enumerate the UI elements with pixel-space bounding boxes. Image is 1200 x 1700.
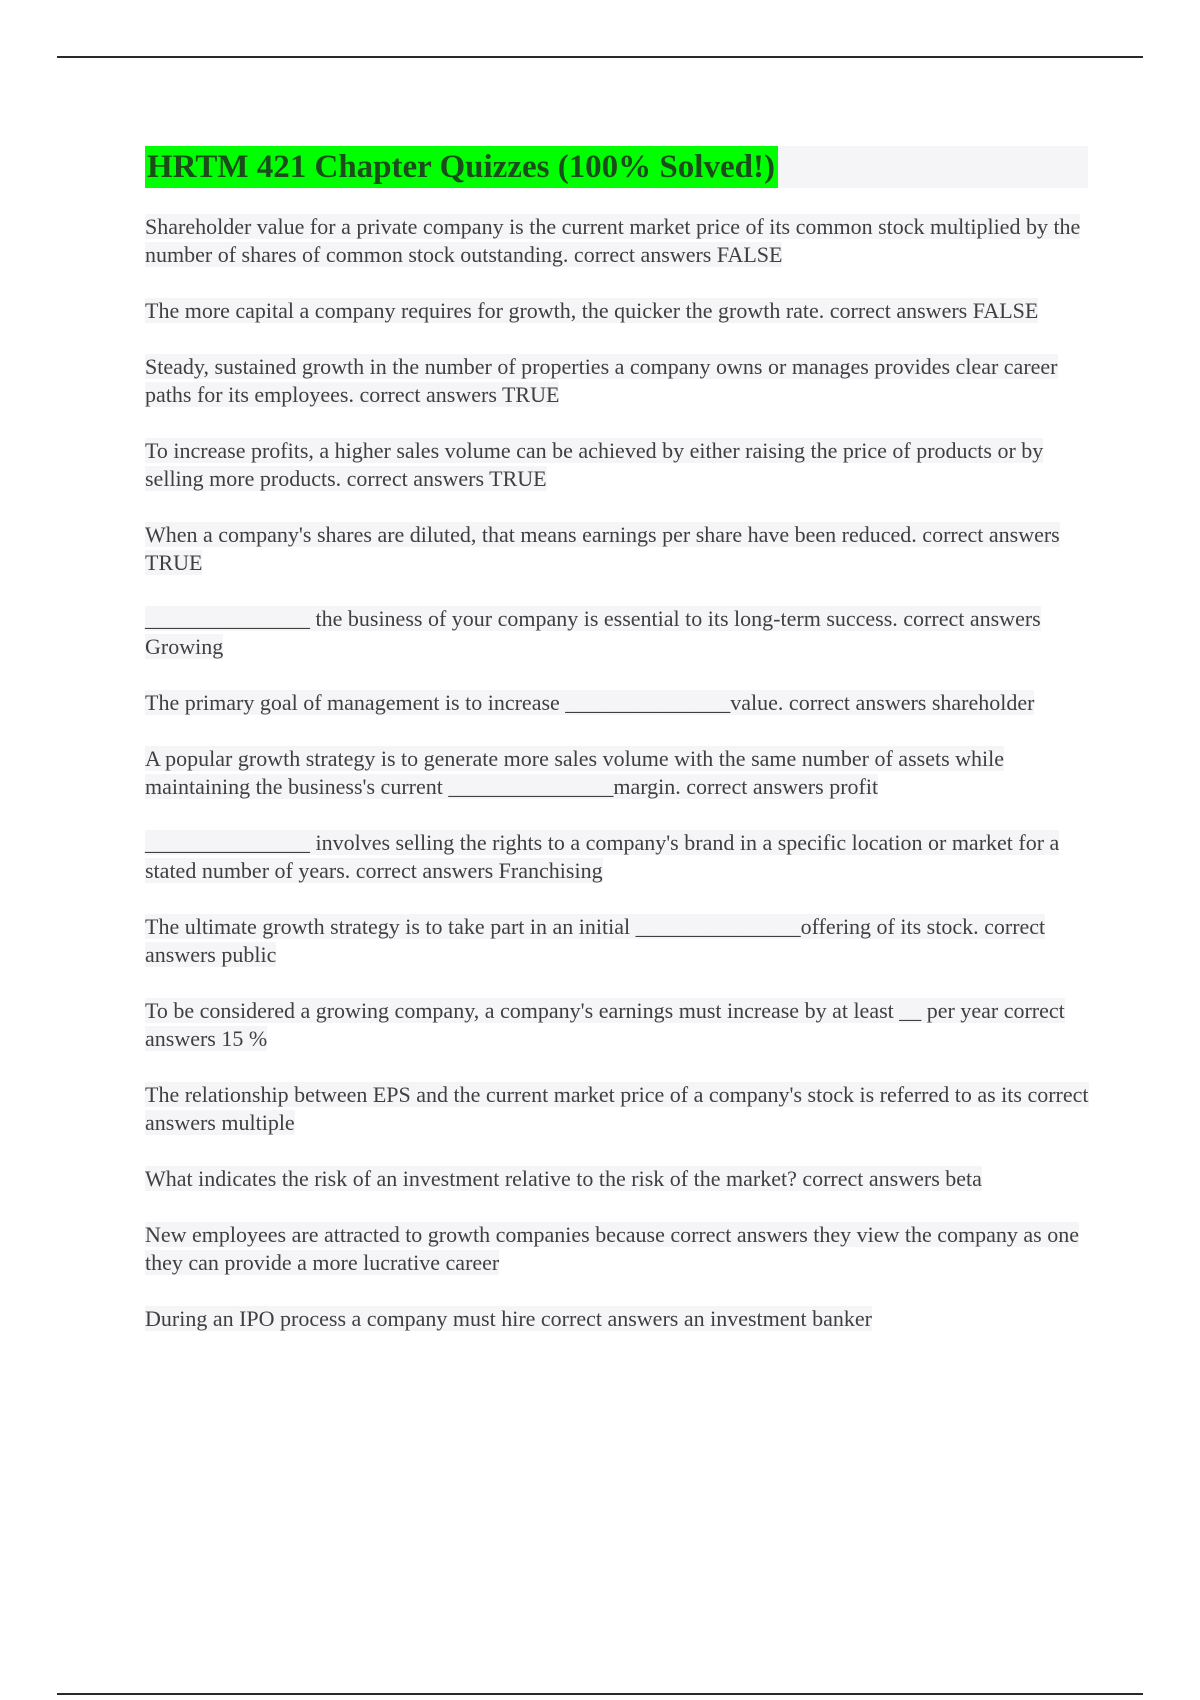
- question-item: [145, 1081, 1095, 1137]
- question-item: [145, 1165, 1095, 1193]
- question-item: [145, 1305, 1095, 1333]
- question-text: To increase profits, a higher sales volume can be achieved by either raising the price of products or by selling more products. correct answers TRUE: [145, 438, 1044, 491]
- question-text: Shareholder value for a private company is the current market price of its common stock multiplied by the number of shares of common stock outstanding. correct answers FALSE: [145, 214, 1081, 267]
- question-item: [145, 521, 1095, 577]
- question-item: [145, 213, 1095, 269]
- question-item: [145, 997, 1095, 1053]
- question-text: When a company's shares are diluted, that means earnings per share have been reduced. correct answers TRUE: [145, 522, 1060, 575]
- question-text: _______________ the business of your company is essential to its long-term success. correct answers Growing: [145, 606, 1041, 659]
- question-list: [145, 213, 1095, 1361]
- question-text: The primary goal of management is to increase _______________value. correct answers shareholder: [145, 690, 1035, 715]
- page-top-rule: [57, 56, 1143, 58]
- page-bottom-rule: [57, 1693, 1143, 1695]
- question-item: [145, 689, 1095, 717]
- question-item: [145, 1221, 1095, 1277]
- question-text: New employees are attracted to growth companies because correct answers they view the company as one they can provide a more lucrative career: [145, 1222, 1080, 1275]
- question-item: [145, 829, 1095, 885]
- question-item: [145, 913, 1095, 969]
- question-item: [145, 745, 1095, 801]
- question-item: [145, 605, 1095, 661]
- document-title: HRTM 421 Chapter Quizzes (100% Solved!): [145, 146, 778, 188]
- question-text: Steady, sustained growth in the number of properties a company owns or manages provides clear career paths for its employees. correct answers TRUE: [145, 354, 1058, 407]
- question-text: A popular growth strategy is to generate more sales volume with the same number of assets while maintaining the business's current _______________margin. correct answers profit: [145, 746, 1005, 799]
- question-text: _______________ involves selling the rights to a company's brand in a specific location or market for a stated number of years. correct answers Franchising: [145, 830, 1060, 883]
- question-item: [145, 297, 1095, 325]
- question-text: The relationship between EPS and the current market price of a company's stock is referred to as its correct answers multiple: [145, 1082, 1089, 1135]
- question-text: What indicates the risk of an investment relative to the risk of the market? correct answers beta: [145, 1166, 982, 1191]
- question-text: The ultimate growth strategy is to take part in an initial _______________offering of its stock. correct answers public: [145, 914, 1046, 967]
- question-text: During an IPO process a company must hire correct answers an investment banker: [145, 1306, 872, 1331]
- question-item: [145, 353, 1095, 409]
- question-text: The more capital a company requires for growth, the quicker the growth rate. correct answers FALSE: [145, 298, 1039, 323]
- question-text: To be considered a growing company, a company's earnings must increase by at least __ per year correct answers 15 %: [145, 998, 1065, 1051]
- question-item: [145, 437, 1095, 493]
